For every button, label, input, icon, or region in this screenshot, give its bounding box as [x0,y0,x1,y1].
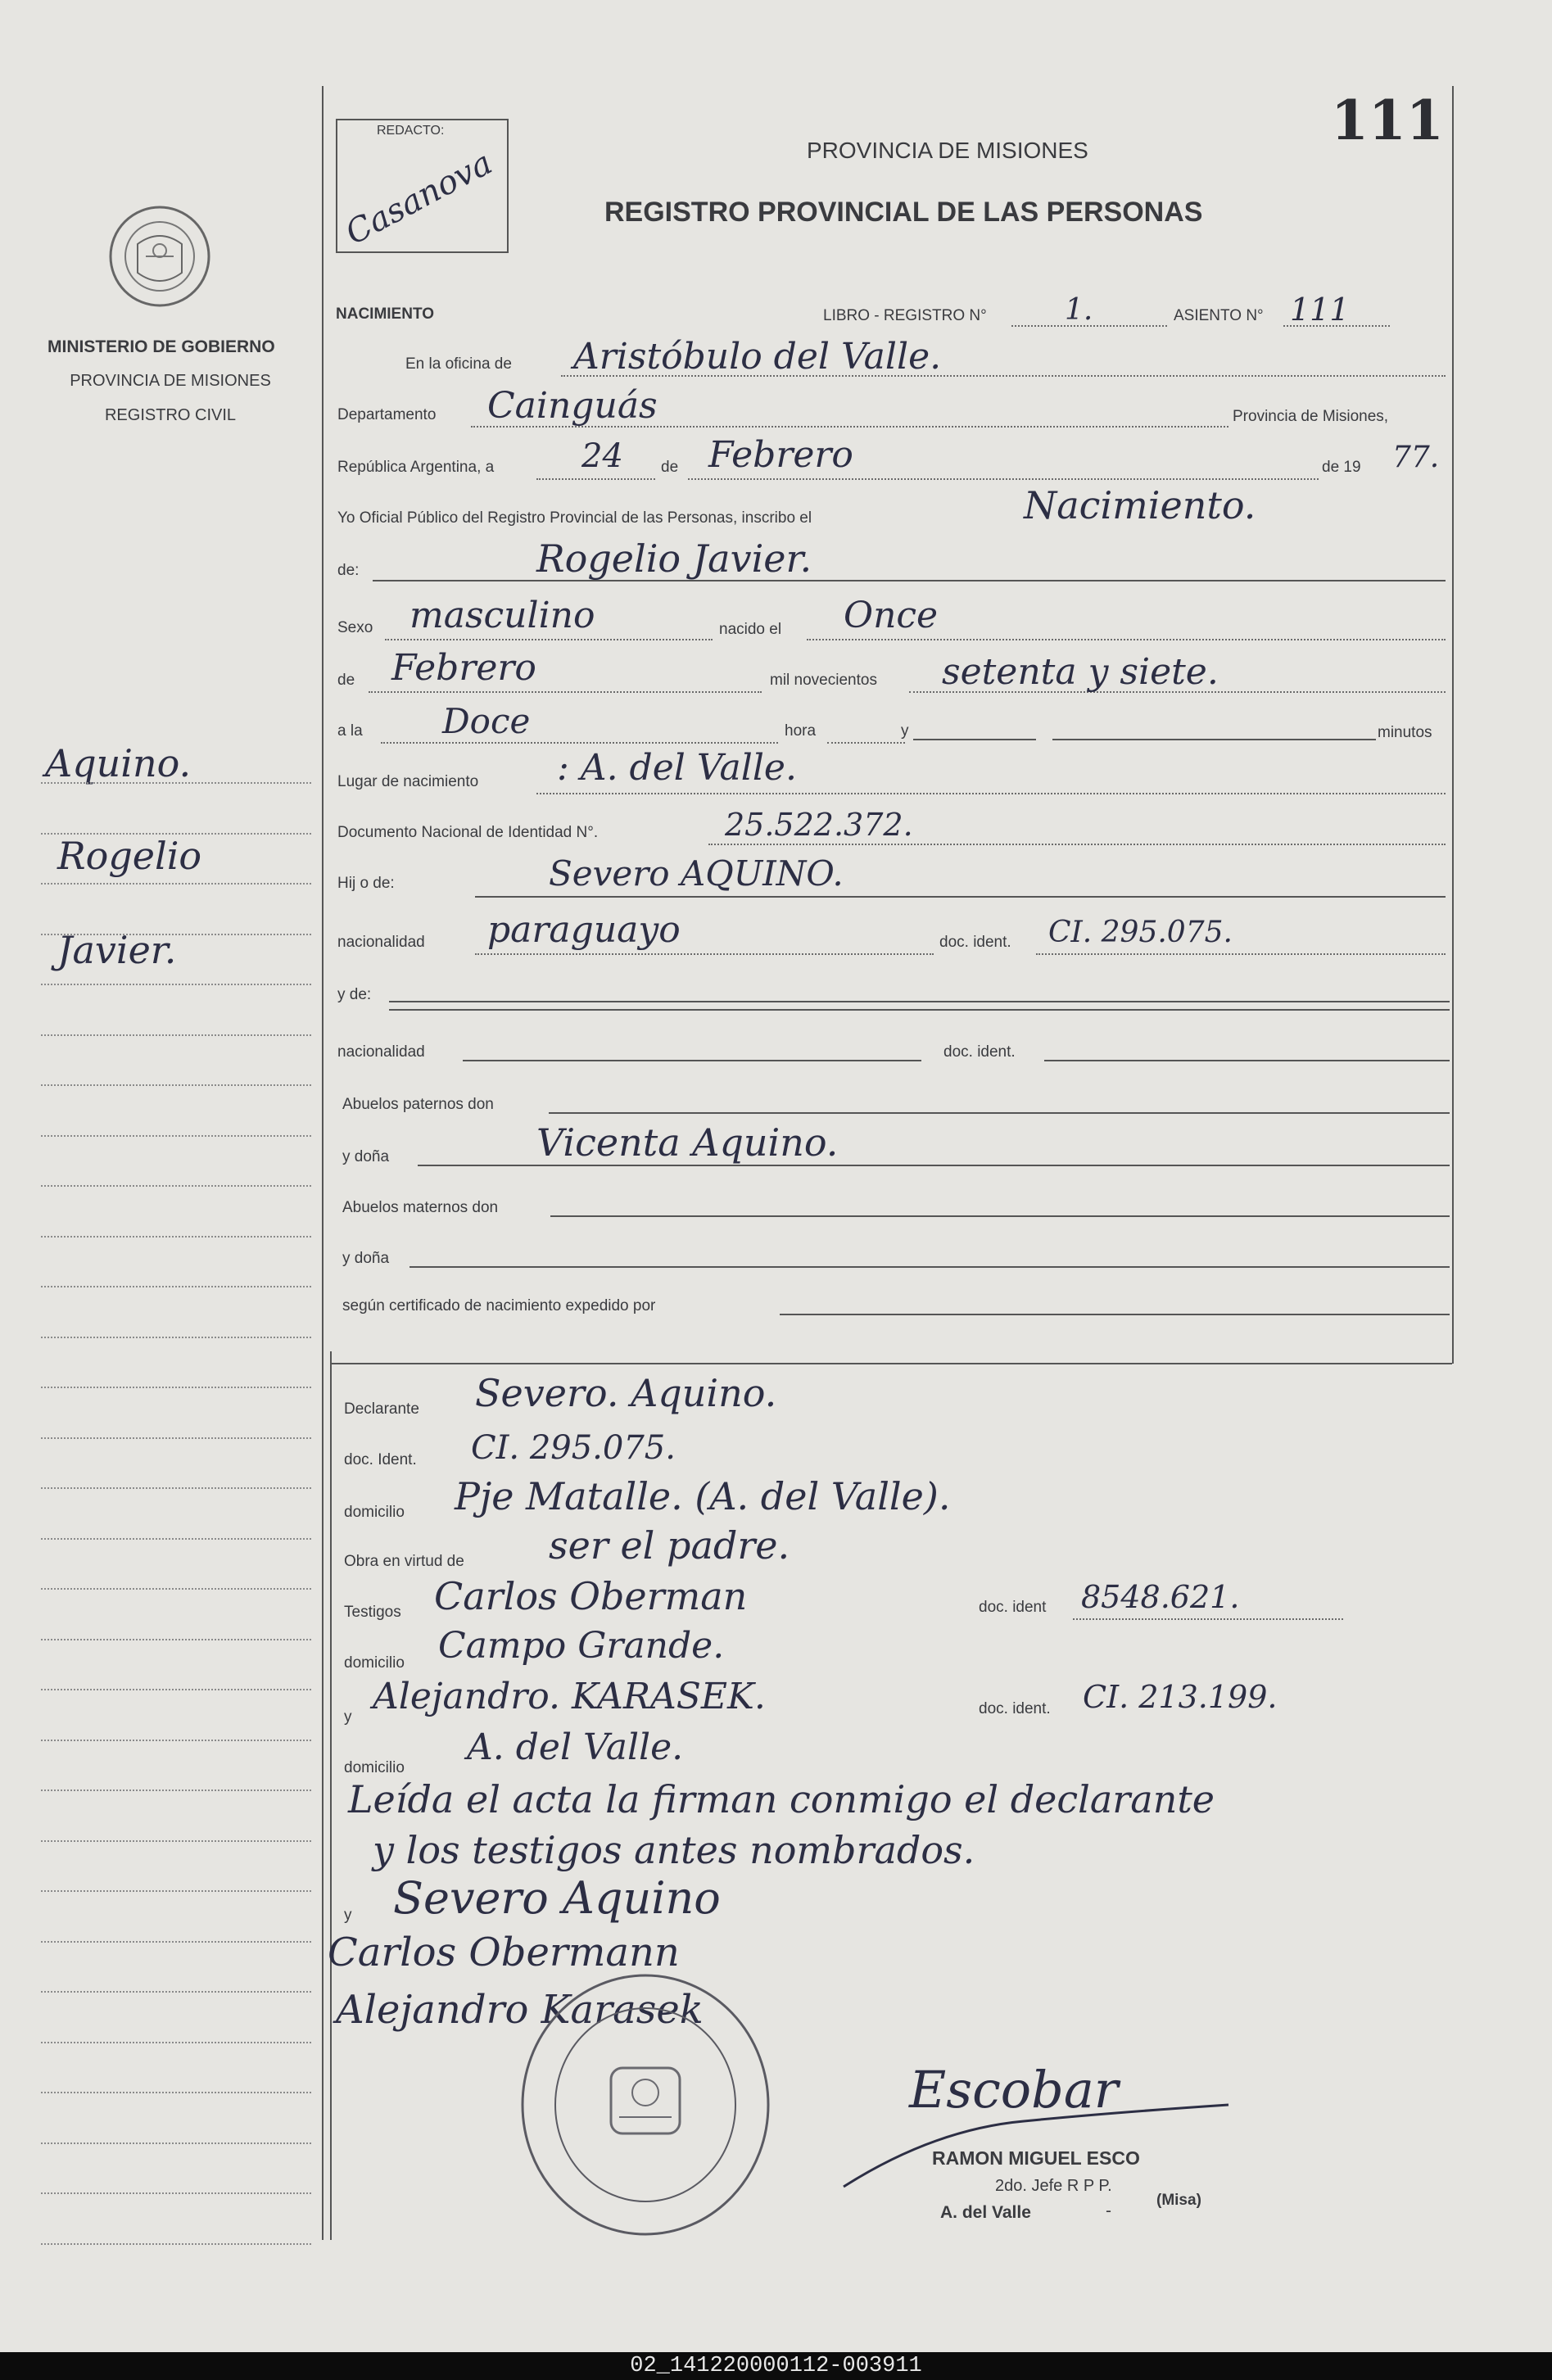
nac2-label: nacionalidad [337,1043,425,1061]
nac-line [475,953,934,955]
anio-value: 77. [1392,441,1440,474]
hora-label: hora [785,722,817,740]
de3-label: de [337,672,355,689]
margin-rule [41,833,311,835]
mil-label: mil novecientos [770,672,877,689]
mes-value: Febrero [708,434,853,476]
hora-line [381,742,778,744]
abuelos-mat-line [550,1215,1450,1217]
declarante-value: Severo. Aquino. [475,1371,777,1415]
oficial-value: Nacimiento. [1024,483,1256,527]
docident2-label: doc. ident. [943,1043,1016,1061]
margin-rule [41,782,311,784]
de-label: de [661,459,679,476]
margin-rule [41,1639,311,1640]
right-vertical-rule [1452,86,1454,1364]
de2-label: de: [337,562,360,579]
official-name: RAMON MIGUEL ESCO [932,2147,1140,2169]
minutos-line [913,739,1036,740]
closing-line2: y los testigos antes nombrados. [373,1828,975,1872]
margin-rule [41,2192,311,2194]
minutos-line2 [1052,739,1376,740]
firma-testigo1: Carlos Obermann [328,1930,680,1975]
libro-label: LIBRO - REGISTRO N° [823,307,987,324]
abuela-pat-value: Vicenta Aquino. [536,1120,839,1165]
margin-rule [41,1941,311,1943]
header-registry: REGISTRO PROVINCIAL DE LAS PERSONAS [604,197,1203,228]
oficina-value: Aristóbulo del Valle. [573,336,942,378]
margin-rule [41,1135,311,1137]
anio-label: de 19 [1322,459,1361,476]
margin-rule [41,2042,311,2043]
docident2-line [1044,1060,1450,1061]
abuela-mat-line [409,1266,1450,1268]
margin-rule [41,1236,311,1238]
margin-rule [41,1437,311,1439]
margin-rule [41,1487,311,1489]
margin-rule [41,2243,311,2245]
hora-value: Doce [442,701,531,741]
official-dash: - [1106,2201,1111,2220]
firma-declarante: Severo Aquino [393,1872,721,1924]
mil-value: setenta y siete. [942,651,1219,693]
asiento-value: 111 [1290,292,1350,328]
registry-seal [514,1970,776,2240]
margin-rule [41,2142,311,2144]
declarante-doc-label: doc. Ident. [344,1451,417,1468]
ministry-seal [105,195,215,318]
margin-note-name1: Rogelio [57,834,202,878]
abuelos-pat-label: Abuelos paternos don [342,1096,494,1113]
nombre-line [373,580,1446,581]
official-place: A. del Valle [940,2203,1031,2222]
ministry-title: MINISTERIO DE GOBIERNO [48,337,275,356]
declarante-doc-value: CI. 295.075. [471,1429,676,1467]
redacto-box [336,119,509,253]
redacto-signature: Casanova [339,143,499,253]
margin-note-surname: Aquino. [45,741,192,785]
yde-label: y de: [337,986,372,1003]
doc-ident2-label: doc. ident. [979,1700,1051,1717]
mes-line [688,478,1319,480]
record-type: NACIMIENTO [336,305,434,323]
padre-doc-value: CI. 295.075. [1048,916,1233,949]
abuela-pat-line [418,1165,1450,1166]
archive-id: 02_141220000112-003911 [0,2352,1552,2380]
lugar-value: : A. del Valle. [557,747,797,789]
margin-rule [41,1991,311,1993]
hora2-line [827,742,905,744]
dni-value: 25.522.372. [725,807,913,843]
margin-rule [41,1337,311,1338]
margin-rule [41,1740,311,1741]
ministry-province: PROVINCIA DE MISIONES [70,372,271,390]
nacido-line [807,639,1446,640]
mes2-line [369,691,762,693]
minutos-label: minutos [1378,724,1432,741]
obra-value: ser el padre. [549,1523,790,1568]
testigo1-doc-line [1073,1618,1343,1620]
madre-line2 [389,1009,1450,1011]
official-signature: Escobar [909,2060,1119,2120]
padre-value: Severo AQUINO. [549,853,844,894]
domicilio2-label: domicilio [344,1654,405,1672]
asiento-label: ASIENTO N° [1174,307,1264,324]
declarante-domicilio-value: Pje Matalle. (A. del Valle). [455,1474,951,1518]
departamento-value: Cainguás [487,385,658,427]
nac-label: nacionalidad [337,934,425,951]
ydona2-label: y doña [342,1250,390,1267]
firma-testigo2: Alejandro Karasek [336,1987,704,2033]
left-vertical-rule [322,86,324,2240]
abuelos-pat-line [549,1112,1450,1114]
ydona-label: y doña [342,1148,390,1165]
declarante-domicilio-label: domicilio [344,1504,405,1521]
padre-doc-line [1036,953,1446,955]
testigo1-doc: 8548.621. [1081,1579,1240,1615]
dni-line [708,844,1446,845]
nac2-line [463,1060,921,1061]
sexo-value: masculino [409,595,595,636]
dni-label: Documento Nacional de Identidad N°. [337,824,599,841]
margin-rule [41,1034,311,1036]
margin-rule [41,1387,311,1388]
section-separator [330,1363,1452,1364]
official-region: (Misa) [1156,2192,1201,2209]
margin-rule [41,1840,311,1842]
sexo-line [385,639,713,640]
margin-rule [41,1084,311,1086]
nacido-label: nacido el [719,621,782,638]
declarante-label: Declarante [344,1400,419,1418]
margin-rule [41,1790,311,1791]
page-number: 111 [1331,88,1444,152]
closing-line1: Leída el acta la firman conmigo el declarante [348,1777,1215,1821]
margin-rule [41,883,311,885]
nombre-value: Rogelio Javier. [536,536,812,581]
testigo2-value: Alejandro. KARASEK. [373,1676,766,1717]
hijo-label: Hij o de: [337,875,395,892]
provincia-label: Provincia de Misiones, [1233,408,1389,425]
departamento-label: Departamento [337,406,437,423]
madre-line [389,1001,1450,1002]
oficina-label: En la oficina de [405,355,512,373]
ministry-registro: REGISTRO CIVIL [104,406,237,424]
domicilio3-label: domicilio [344,1759,405,1776]
padre-line [475,896,1446,898]
left-inner-rule [330,1351,332,2240]
nacido-value: Once [844,595,939,636]
testigo2-dom: A. del Valle. [467,1726,684,1768]
y-label: y [901,722,909,740]
margin-rule [41,1588,311,1590]
republica-label: República Argentina, a [337,459,495,476]
header-province: PROVINCIA DE MISIONES [807,138,1088,163]
y-testigo-label: y [344,1708,352,1726]
sexo-label: Sexo [337,619,373,636]
margin-rule [41,1890,311,1892]
abuelos-mat-label: Abuelos maternos don [342,1199,499,1216]
margin-rule [41,1538,311,1540]
testigo2-doc: CI. 213.199. [1083,1679,1278,1715]
official-title: 2do. Jefe R P P. [995,2177,1112,2195]
dia-value: 24 [581,437,623,475]
testigos-label: Testigos [344,1604,401,1621]
certificado-label: según certificado de nacimiento expedido por [342,1297,656,1314]
lugar-line [536,793,1446,794]
testigo1-dom: Campo Grande. [438,1625,725,1667]
margin-rule [41,1689,311,1690]
lugar-label: Lugar de nacimiento [337,773,479,790]
margin-rule [41,1286,311,1287]
ala-label: a la [337,722,363,740]
margin-rule [41,934,311,935]
testigo1-value: Carlos Oberman [434,1574,748,1618]
doc-ident-label: doc. ident [979,1599,1047,1616]
nac-value: paraguayo [487,909,681,951]
margin-rule [41,984,311,985]
obra-label: Obra en virtud de [344,1553,464,1570]
dia-line [536,478,655,480]
certificado-line [780,1314,1450,1315]
redacto-label: REDACTO: [377,124,445,138]
y2-label: y [344,1907,352,1924]
libro-value: 1. [1065,293,1093,327]
oficial-text: Yo Oficial Público del Registro Provincial de las Personas, inscribo el [337,509,812,527]
margin-note-name2: Javier. [57,928,177,972]
margin-rule [41,2092,311,2093]
mes2-value: Febrero [391,647,536,689]
margin-rule [41,1185,311,1187]
docident-label: doc. ident. [939,934,1011,951]
